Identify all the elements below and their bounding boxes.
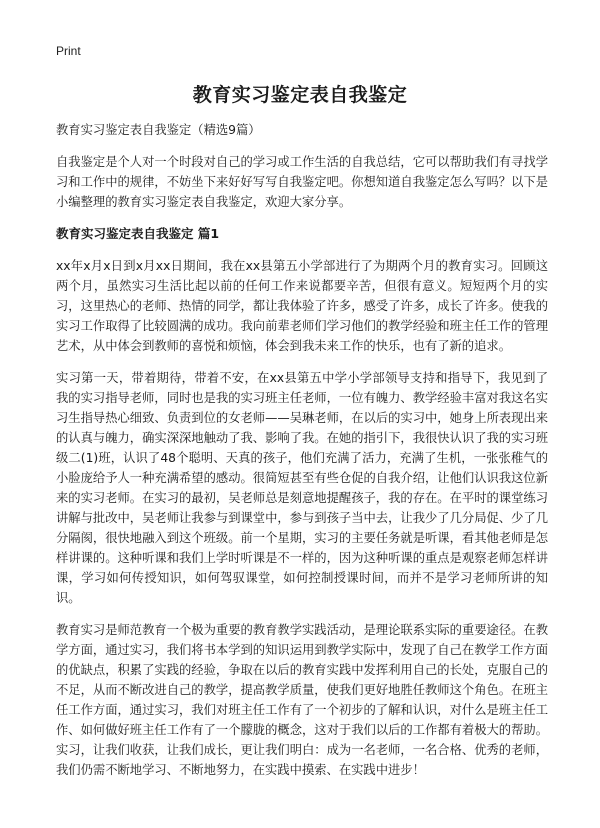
print-link[interactable]: Print bbox=[56, 44, 81, 58]
body-paragraph-2: 实习第一天，带着期待，带着不安，在xx县第五中学小学部领导支持和指导下，我见到了我的实习指导老师，同时也是我的实习班主任老师，一位有魄力、教学经验丰富对我这名实习生指导热心细致、负责到位的女老师——吴琳老师，在以后的实习中，她身上所表现出来的认真与魄力，确实深深地触动了我、影响了我。在她的指引下，我很快认识了我的实习班级二(1)班，认识了48个聪明、天真的孩子，他们充满了活力，充满了生机，一张张稚气的小脸庞给予人一种充满希望的感动。很简短甚至有些仓促的自我介绍，让他们认识我这位新来的实习老师。在实习的最初，吴老师总是刻意地提醒孩子，我的存在。在平时的课堂练习讲解与批改中，吴老师让我参与到课堂中，参与到孩子当中去，让我少了几分局促、少了几分隔阂，很快地融入到这个班级。前一个星期，实习的主要任务就是听课，看其他老师是怎样讲课的。这种听课和我们上学时听课是不一样的，因为这种听课的重点是观察老师怎样讲课，学习如何传授知识，如何驾驭课堂，如何控制授课时间，而并不是学习老师所讲的知识。 bbox=[56, 371, 548, 605]
article-body bbox=[56, 120, 548, 792]
section-heading: 教育实习鉴定表自我鉴定 篇1 bbox=[56, 226, 220, 241]
article-subtitle: 教育实习鉴定表自我鉴定（精选9篇） bbox=[56, 123, 261, 137]
body-paragraph-3: 教育实习是师范教育一个极为重要的教育教学实践活动，是理论联系实际的重要途径。在教学方面，通过实习，我们将书本学到的知识运用到教学实际中，发现了自己在教学工作方面的优缺点，积累了实践的经验，争取在以后的教育实践中发挥利用自己的长处，克服自己的不足，从而不断改进自己的教学，提高教学质量，使我们更好地胜任教师这个角色。在班主任工作方面，通过实习，我们对班主任工作有了一个初步的了解和认识，对什么是班主任工作、如何做好班主任工作有了一个朦胧的概念，这对于我们以后的工作都有着极大的帮助。实习，让我们收获，让我们成长，更让我们明白：成为一名老师，一名合格、优秀的老师，我们仍需不断地学习、不断地努力，在实践中摸索、在实践中进步！ bbox=[56, 623, 548, 777]
page-title: 教育实习鉴定表自我鉴定 bbox=[192, 84, 408, 106]
intro-paragraph: 自我鉴定是个人对一个时段对自己的学习或工作生活的自我总结，它可以帮助我们有寻找学习和工作中的规律，不妨坐下来好好写写自我鉴定吧。你想知道自我鉴定怎么写吗？以下是小编整理的教育实习鉴定表自我鉴定，欢迎大家分享。 bbox=[56, 155, 548, 209]
body-paragraph-1: xx年x月x日到x月xx日期间，我在xx县第五小学部进行了为期两个月的教育实习。回顾这两个月，虽然实习生活比起以前的任何工作来说都要辛苦，但很有意义。短短两个月的实习，这里热心的老师、热情的同学，都让我体验了许多，感受了许多，成长了许多。使我的实习工作取得了比较圆满的成功。我向前辈老师们学习他们的教学经验和班主任工作的管理艺术，从中体会到教师的喜悦和烦恼，体会到我未来工作的快乐，也有了新的追求。 bbox=[56, 259, 548, 353]
